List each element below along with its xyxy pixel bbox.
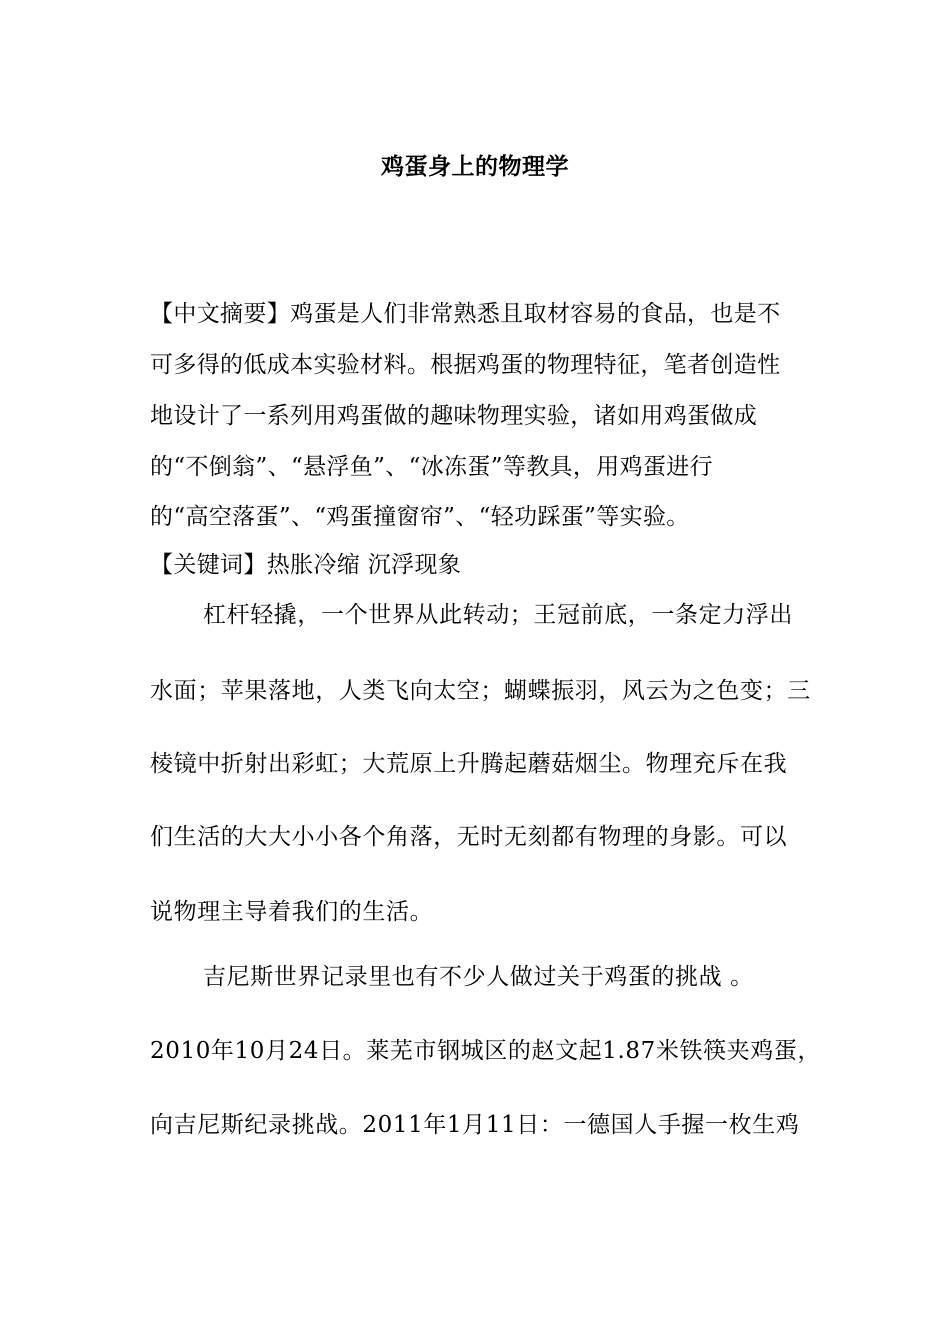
document-title: 鸡蛋身上的物理学 — [381, 154, 569, 180]
abstract-line: 的“不倒翁”、“悬浮鱼”、“冰冻蛋”等教具，用鸡蛋进行 — [150, 454, 713, 480]
paragraph-line: 2010年10月24日。莱芜市钢城区的赵文起1.87米铁筷夹鸡蛋， — [150, 1038, 822, 1064]
paragraph-line: 杠杆轻撬，一个世界从此转动；王冠前底，一条定力浮出 — [203, 602, 793, 628]
paragraph-line: 们生活的大大小小各个角落，无时无刻都有物理的身影。可以 — [150, 824, 788, 850]
paragraph-line: 说物理主导着我们的生活。 — [150, 899, 434, 925]
abstract-line: 【中文摘要】鸡蛋是人们非常熟悉且取材容易的食品，也是不 — [150, 301, 781, 327]
abstract-line: 可多得的低成本实验材料。根据鸡蛋的物理特征，笔者创造性 — [150, 352, 781, 378]
abstract-line: 的“高空落蛋”、“鸡蛋撞窗帘”、“轻功踩蛋”等实验。 — [150, 504, 690, 530]
abstract-line: 地设计了一系列用鸡蛋做的趣味物理实验，诸如用鸡蛋做成 — [150, 403, 758, 429]
paragraph-line: 棱镜中折射出彩虹；大荒原上升腾起蘑菇烟尘。物理充斥在我 — [150, 751, 788, 777]
paragraph-line: 水面；苹果落地，人类飞向太空；蝴蝶振羽，风云为之色变；三 — [150, 678, 811, 704]
paragraph-line: 向吉尼斯纪录挑战。2011年1月11日：一德国人手握一枚生鸡 — [150, 1112, 800, 1138]
paragraph-line: 吉尼斯世界记录里也有不少人做过关于鸡蛋的挑战 。 — [203, 964, 754, 990]
keywords-line: 【关键词】热胀冷缩 沉浮现象 — [150, 552, 462, 578]
